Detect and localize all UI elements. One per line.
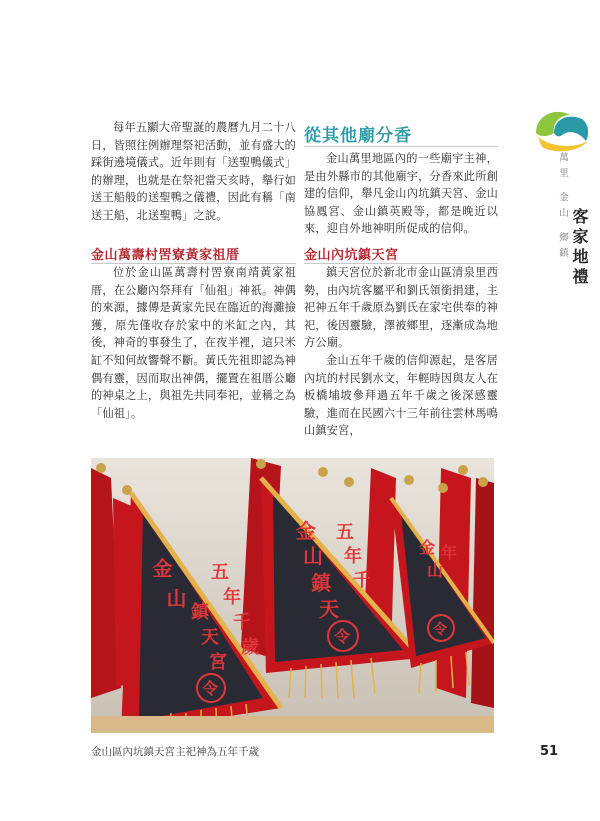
svg-text:山: 山	[163, 588, 187, 608]
series-subtitle: 萬里 金山 鄉鎮	[557, 152, 568, 264]
right-intro-paragraph: 金山萬里地區內的一些廟宇主神，是由外縣市的其他廟宇，分香來此所創建的信仰，舉凡金山內坑鎮天宮、金山協鳳宮、金山鎮英殿等，都是晚近以來，迎自外地神明所促成的信仰。	[304, 152, 498, 236]
svg-text:千: 千	[233, 612, 251, 633]
right-main-heading-rule	[304, 146, 498, 147]
svg-text:山: 山	[303, 544, 323, 568]
temple-flags-photo	[91, 458, 494, 733]
svg-text:令: 令	[202, 679, 219, 698]
left-section-heading: 金山萬壽村罟寮黃家祖厝	[91, 248, 240, 263]
photo-illustration	[91, 458, 494, 733]
right-paragraph-2: 金山五年千歲的信仰源起，是客居內坑的村民劉水文，年輕時因與友人在板橋埔坡參拜過五年千歲之後深感靈驗，進而在民國六十三年前往雲林馬鳴山鎮安宮，	[304, 354, 498, 438]
left-intro-paragraph: 每年五顯大帝聖誕的農曆九月二十八日，皆照往例辦理祭祀活動，並有盛大的踩街遶境儀式。近年則有「送聖鴨儀式」的辦理，也就是在祭祀當天亥時，舉行如送王船般的送聖鴨之儀禮，因此有稱「南送王船，北送聖鴨」之說。	[91, 121, 296, 222]
page-number: 51	[540, 744, 559, 759]
right-main-heading: 從其他廟分香	[304, 126, 412, 146]
photo-caption: 金山區內坑鎮天宮主祀神為五年千歲	[91, 746, 259, 758]
svg-text:山: 山	[427, 561, 444, 580]
left-section-paragraph: 位於金山區萬壽村罟寮南靖黃家祖厝，在公廳內祭拜有「仙祖」神祇。神偶的來源，據傳是黃家先民在臨近的海灘撿獲，原先僅收存於家中的米缸之內，其後，神奇的事發生了，在夜半裡，這只米缸不知何故響聲不斷。黃氏先祖即認為神偶有靈，因而取出神偶，擺置在祖厝公廳的神桌之上，與祖先共同奉祀，並稱之為「仙祖」。	[91, 266, 296, 420]
svg-text:令: 令	[433, 622, 447, 638]
svg-text:歲: 歲	[241, 637, 259, 658]
publisher-logo	[530, 103, 592, 155]
svg-text:五: 五	[336, 522, 354, 543]
svg-text:金: 金	[419, 538, 436, 557]
svg-text:金: 金	[296, 519, 316, 543]
svg-text:天: 天	[201, 627, 219, 648]
svg-text:天: 天	[319, 597, 339, 621]
svg-text:鎮: 鎮	[311, 571, 331, 595]
svg-text:宮: 宮	[209, 652, 227, 673]
svg-text:鎮: 鎮	[191, 602, 209, 623]
series-title: 客家地禮	[570, 208, 589, 288]
svg-text:金: 金	[149, 558, 173, 578]
svg-text:千: 千	[353, 570, 371, 591]
svg-text:年: 年	[344, 546, 362, 567]
svg-text:年: 年	[441, 543, 458, 562]
svg-text:令: 令	[334, 627, 351, 646]
right-section-heading: 金山內坑鎮天宮	[304, 248, 399, 263]
svg-text:五: 五	[211, 562, 229, 583]
svg-text:年: 年	[223, 587, 241, 608]
right-paragraph-1: 鎮天宮位於新北市金山區清泉里西勢，由內坑客屬平和劉氏領銜捐建，主祀神五年千歲原為劉氏在家宅供奉的神祀，後因靈驗，澤被鄉里，逐漸成為地方公廟。	[304, 266, 498, 350]
